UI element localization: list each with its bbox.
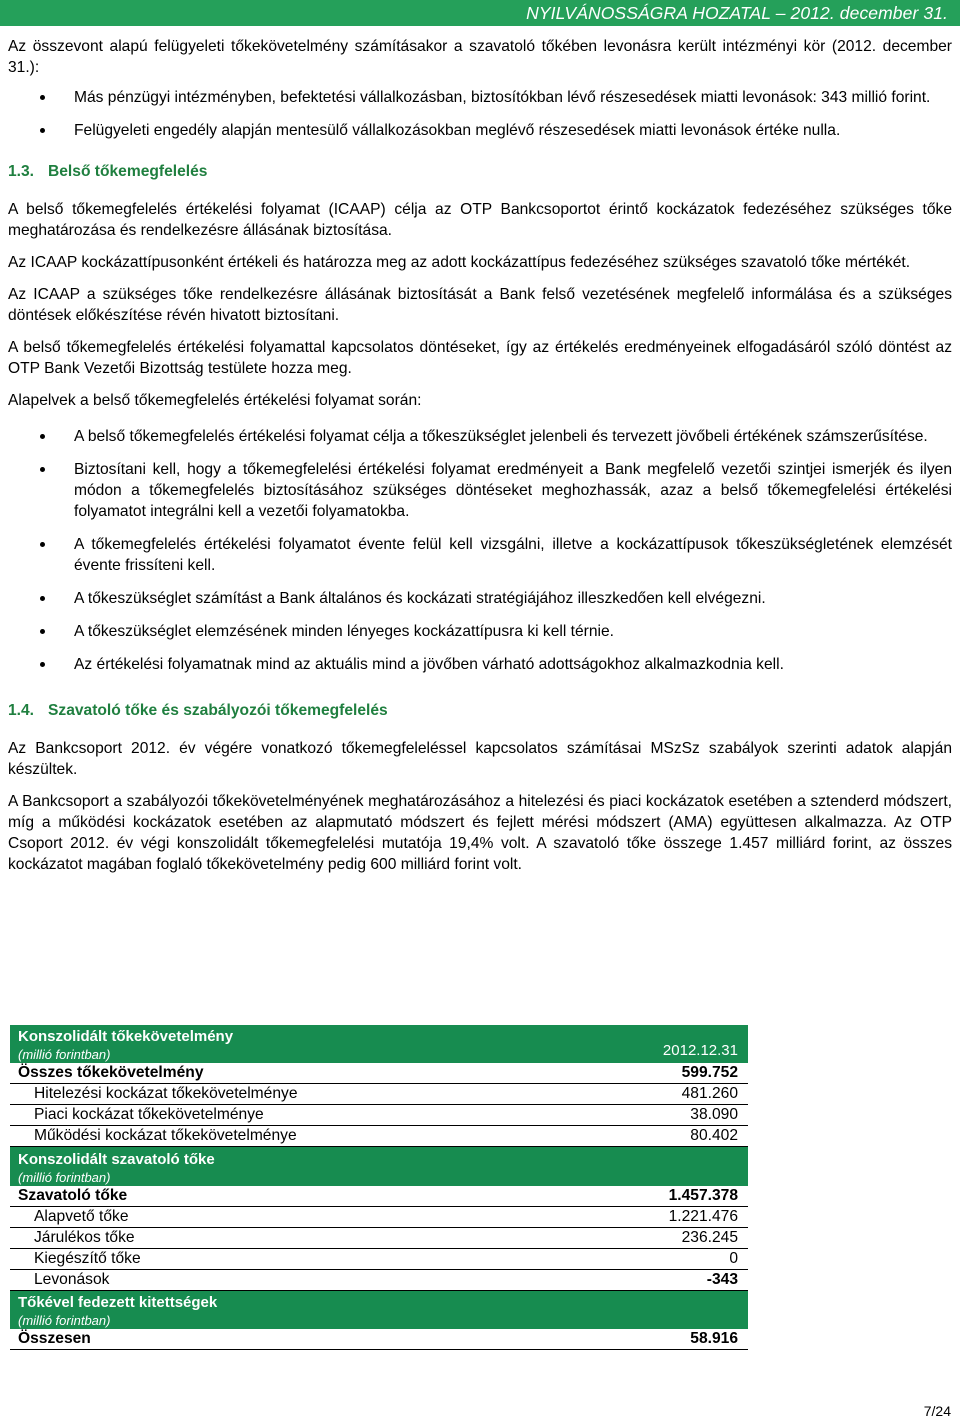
row-value: 1.457.378: [668, 1187, 738, 1204]
table-section-header: [10, 1147, 748, 1186]
paragraph: A belső tőkemegfelelés értékelési folyamat (ICAAP) célja az OTP Bankcsoportot érintő kockázatok fedezéséhez szükséges tőke meghatározása és rendelkezésre állásának biztosítása.: [8, 201, 952, 239]
table-header-label: Tőkével fedezett kitettségek: [18, 1294, 218, 1311]
table-row: [10, 1126, 748, 1147]
row-label: Összes tőkekövetelmény: [18, 1064, 204, 1081]
paragraph: A Bankcsoport a szabályozói tőkekövetelményének meghatározásához a hitelezési és piaci kockázatok esetében a sztenderd módszert, míg a működési kockázatok esetében az alapmutató módszert és fejlett mérési módszert (AMA) együttesen alkalmazza. Az OTP Csoport 2012. év végi konszolidált tőkemegfelelési mutatója 19,4% volt. A szavatoló tőke összege 1.457 milliárd forint, az összes kockázatot magában foglaló tőkekövetelmény pedig 600 milliárd forint volt.: [8, 793, 952, 873]
capital-table: [10, 1025, 748, 1350]
table-row: [10, 1063, 748, 1084]
table-row: [10, 1207, 748, 1228]
row-label: Hitelezési kockázat tőkekövetelménye: [34, 1085, 298, 1102]
intro-paragraph: Az összevont alapú felügyeleti tőkekövetelmény számításakor a szavatoló tőkében levonásra került intézményi kör (2012. december 31.):: [8, 38, 952, 76]
list-item: Az értékelési folyamatnak mind az aktuális mind a jövőben várható adottságokhoz alkalmazkodnia kell.: [8, 654, 952, 675]
table-section-header: [10, 1025, 748, 1063]
page-number: 7/24: [923, 1403, 951, 1419]
row-label: Alapvető tőke: [34, 1208, 129, 1225]
header-title: NYILVÁNOSSÁGRA HOZATAL – 2012. december 31.: [526, 3, 948, 23]
page-content: [8, 36, 952, 886]
row-value: 481.260: [681, 1085, 738, 1102]
table-header-label: Konszolidált tőkekövetelmény: [18, 1028, 234, 1045]
row-label: Piaci kockázat tőkekövetelménye: [34, 1106, 264, 1123]
row-label: Működési kockázat tőkekövetelménye: [34, 1127, 297, 1144]
intro-bullet-list: [8, 87, 952, 141]
table-row: [10, 1249, 748, 1270]
row-label: Összesen: [18, 1330, 91, 1347]
table-header-unit: (millió forintban): [18, 1047, 111, 1062]
table-section-header: [10, 1291, 748, 1329]
header-bar: [0, 0, 960, 26]
section-number: 1.4.: [8, 702, 35, 719]
row-label: Kiegészítő tőke: [34, 1250, 141, 1267]
list-item: Biztosítani kell, hogy a tőkemegfelelési értékelési folyamat eredményeit a Bank megfelelő vezetői szintjei ismerjék és ilyen módon a tőkemegfelelés biztosításához szükséges döntéseket meghozhassák, azaz a belső tőkemegfelelési értékelési folyamatot integrálni kell a vezetői folyamatokba.: [8, 459, 952, 522]
table-header-unit: (millió forintban): [18, 1313, 111, 1328]
row-value: 599.752: [681, 1064, 738, 1081]
row-value: 236.245: [681, 1229, 738, 1246]
list-item: A tőkeszükséglet elemzésének minden lényeges kockázattípusra ki kell térnie.: [8, 621, 952, 642]
paragraph: Az Bankcsoport 2012. év végére vonatkozó tőkemegfeleléssel kapcsolatos számításai MSzSz szabályok szerinti adatok alapján készültek.: [8, 740, 952, 778]
row-label: Levonások: [34, 1271, 110, 1288]
row-value: 38.090: [690, 1106, 738, 1123]
table-row: [10, 1270, 748, 1291]
row-value: 0: [729, 1250, 738, 1267]
section-number: 1.3.: [8, 163, 35, 180]
list-item: Felügyeleti engedély alapján mentesülő vállalkozásokban meglévő részesedések miatti levonások értéke nulla.: [8, 120, 952, 141]
row-value: 1.221.476: [668, 1208, 738, 1225]
row-label: Szavatoló tőke: [18, 1187, 128, 1204]
principles-list: [8, 426, 952, 675]
row-label: Járulékos tőke: [34, 1229, 135, 1246]
principles-intro: Alapelvek a belső tőkemegfelelés értékelési folyamat során:: [8, 392, 422, 409]
section-title: Szavatoló tőke és szabályozói tőkemegfelelés: [48, 702, 388, 719]
list-item: Más pénzügyi intézményben, befektetési vállalkozásban, biztosítókban lévő részesedések miatti levonások: 343 millió forint.: [8, 87, 952, 108]
table-row: [10, 1228, 748, 1249]
row-value: -343: [706, 1271, 738, 1288]
list-item: A tőkeszükséglet számítást a Bank általános és kockázati stratégiájához illeszkedően kell elvégezni.: [8, 588, 952, 609]
section-title: Belső tőkemegfelelés: [48, 163, 208, 180]
section-heading-1-3: [8, 161, 952, 182]
table-row: [10, 1186, 748, 1207]
section-heading-1-4: [8, 700, 952, 721]
paragraph: Az ICAAP a szükséges tőke rendelkezésre állásának biztosítását a Bank felső vezetésének megfelelő informálása és a szükséges döntések előkészítése révén hivatott biztosítani.: [8, 286, 952, 324]
list-item: A belső tőkemegfelelés értékelési folyamat célja a tőkeszükséglet jelenbeli és tervezett jövőbeli értékének számszerűsítése.: [8, 426, 952, 447]
paragraph: Az ICAAP kockázattípusonként értékeli és határozza meg az adott kockázattípus fedezéséhez szükséges szavatoló tőke mértékét.: [8, 254, 911, 271]
list-item: A tőkemegfelelés értékelési folyamatot évente felül kell vizsgálni, illetve a kockázattípusok tőkeszükségletének elemzését évente frissíteni kell.: [8, 534, 952, 576]
paragraph: A belső tőkemegfelelés értékelési folyamattal kapcsolatos döntéseket, így az értékelés eredményeinek elfogadásáról szóló döntést az OTP Bank Vezetői Bizottság testülete hozza meg.: [8, 339, 952, 377]
table-header-unit: (millió forintban): [18, 1170, 111, 1185]
row-value: 58.916: [690, 1330, 738, 1347]
table-row: [10, 1105, 748, 1126]
table-row: [10, 1084, 748, 1105]
table-date: 2012.12.31: [662, 1042, 738, 1059]
table-row: [10, 1329, 748, 1350]
row-value: 80.402: [690, 1127, 738, 1144]
table-header-label: Konszolidált szavatoló tőke: [18, 1151, 215, 1168]
